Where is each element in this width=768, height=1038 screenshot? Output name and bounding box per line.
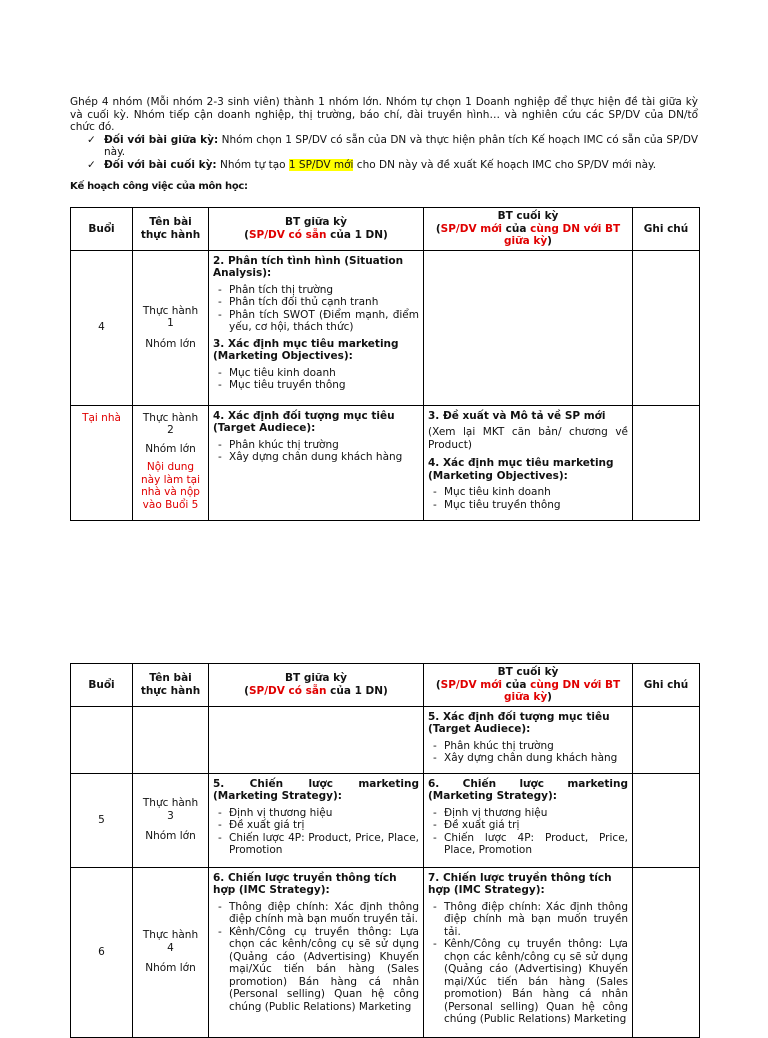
midterm-cell xyxy=(209,706,424,773)
lesson-cell: Thực hành 4 Nhóm lớn xyxy=(133,867,209,1037)
lesson-cell xyxy=(133,706,209,773)
checklist-item-final xyxy=(70,159,698,172)
table-header-row xyxy=(71,208,700,251)
lesson-cell: Thực hành 1 Nhóm lớn xyxy=(133,250,209,405)
header-session: Buổi xyxy=(71,208,133,251)
final-text-post: cho DN này và đề xuất Kế hoạch IMC cho SP/DV mới này. xyxy=(353,158,657,171)
table-row xyxy=(71,773,700,867)
new-product-highlight: 1 SP/DV mới xyxy=(288,158,354,171)
header-lesson: Tên bài thực hành xyxy=(133,664,209,707)
session-cell: 6 xyxy=(71,867,133,1037)
note-cell xyxy=(633,250,700,405)
header-final: BT cuối kỳ (SP/DV mới của cùng DN với BT giữa kỳ) xyxy=(424,208,633,251)
midterm-label: Đối với bài giữa kỳ: xyxy=(104,133,219,146)
midterm-cell: 4. Xác định đối tượng mục tiêu (Target Audiece): - Phân khúc thị trường - Xây dựng chân dung khách hàng xyxy=(209,405,424,520)
note-cell xyxy=(633,706,700,773)
header-midterm: BT giữa kỳ (SP/DV có sẵn của 1 DN) xyxy=(209,208,424,251)
midterm-cell: 6. Chiến lược truyền thông tích hợp (IMC Strategy): - Thông điệp chính: Xác định thông điệp chính mà bạn muốn truyền tải. - Kênh/Công cụ truyền thông: Lựa chọn các kênh/công cụ sẽ sử dụng (Quảng cáo (Advertising) Khuyến mại/Xúc tiến bán hàng (Sales promotion) Bán hàng cá nhân (Personal selling) Quan hệ công chúng (Public Relations) Marketing xyxy=(209,867,424,1037)
checkmark-icon: ✓ xyxy=(87,158,96,171)
plan-table-2 xyxy=(70,663,700,1038)
header-note: Ghi chú xyxy=(633,208,700,251)
header-note: Ghi chú xyxy=(633,664,700,707)
session-cell: 4 xyxy=(71,250,133,405)
checkmark-icon: ✓ xyxy=(87,133,96,146)
session-cell xyxy=(71,706,133,773)
plan-table-1 xyxy=(70,207,700,521)
final-cell: 3. Đề xuất và Mô tả về SP mới (Xem lại MKT căn bản/ chương về Product) 4. Xác định mục tiêu marketing (Marketing Objectives): - Mục tiêu kinh doanh - Mục tiêu truyền thông xyxy=(424,405,633,520)
final-cell: 5. Xác định đối tượng mục tiêu (Target Audiece): - Phân khúc thị trường - Xây dựng chân dung khách hàng xyxy=(424,706,633,773)
final-cell: 6. Chiến lược marketing (Marketing Strategy): - Định vị thương hiệu - Đề xuất giá trị - Chiến lược 4P: Product, Price, Place, Promotion xyxy=(424,773,633,867)
note-cell xyxy=(633,773,700,867)
note-cell xyxy=(633,867,700,1037)
intro-section xyxy=(70,96,698,171)
intro-paragraph: Ghép 4 nhóm (Mỗi nhóm 2-3 sinh viên) thành 1 nhóm lớn. Nhóm tự chọn 1 Doanh nghiệp để thực hiện đề tài giữa kỳ và cuối kỳ. Nhóm tiếp cận doanh nghiệp, thị trường, báo chí, đài truyền hình… và nghiên cứu các SP/DV của DN/tổ chức đó. xyxy=(70,96,698,133)
plan-title: Kế hoạch công việc của môn học: xyxy=(70,181,248,192)
header-session: Buổi xyxy=(71,664,133,707)
table-header-row xyxy=(71,664,700,707)
midterm-cell: 2. Phân tích tình hình (Situation Analysis): - Phân tích thị trường - Phân tích đối thủ cạnh tranh - Phân tích SWOT (Điểm mạnh, điểm yếu, cơ hội, thách thức) 3. Xác định mục tiêu marketing (Marketing Objectives): - Mục tiêu kinh doanh - Mục tiêu truyền thông xyxy=(209,250,424,405)
midterm-text: Nhóm chọn 1 SP/DV có sẵn của DN và thực hiện phân tích Kế hoạch IMC có sẵn của SP/DV này. xyxy=(104,133,698,158)
lesson-cell: Thực hành 3 Nhóm lớn xyxy=(133,773,209,867)
session-cell: Tại nhà xyxy=(71,405,133,520)
final-cell xyxy=(424,250,633,405)
header-midterm: BT giữa kỳ (SP/DV có sẵn của 1 DN) xyxy=(209,664,424,707)
header-final: BT cuối kỳ (SP/DV mới của cùng DN với BT giữa kỳ) xyxy=(424,664,633,707)
note-cell xyxy=(633,405,700,520)
final-label: Đối với bài cuối kỳ: xyxy=(104,158,217,171)
table-row xyxy=(71,867,700,1037)
final-text-pre: Nhóm tự tạo xyxy=(216,158,289,171)
table-row xyxy=(71,405,700,520)
session-cell: 5 xyxy=(71,773,133,867)
lesson-cell: Thực hành 2 Nhóm lớn Nội dung này làm tại nhà và nộp vào Buổi 5 xyxy=(133,405,209,520)
table-row xyxy=(71,250,700,405)
table-row xyxy=(71,706,700,773)
final-cell: 7. Chiến lược truyền thông tích hợp (IMC Strategy): - Thông điệp chính: Xác định thông điệp chính mà bạn muốn truyền tải. - Kênh/Công cụ truyền thông: Lựa chọn các kênh/công cụ sẽ sử dụng (Quảng cáo (Advertising) Khuyến mại/Xúc tiến bán hàng (Sales promotion) Bán hàng cá nhân (Personal selling) Quan hệ công chúng (Public Relations) Marketing xyxy=(424,867,633,1037)
intro-checklist xyxy=(70,134,698,172)
midterm-cell: 5. Chiến lược marketing (Marketing Strategy): - Định vị thương hiệu - Đề xuất giá trị - Chiến lược 4P: Product, Price, Place, Promotion xyxy=(209,773,424,867)
checklist-item-midterm xyxy=(70,134,698,159)
header-lesson: Tên bài thực hành xyxy=(133,208,209,251)
